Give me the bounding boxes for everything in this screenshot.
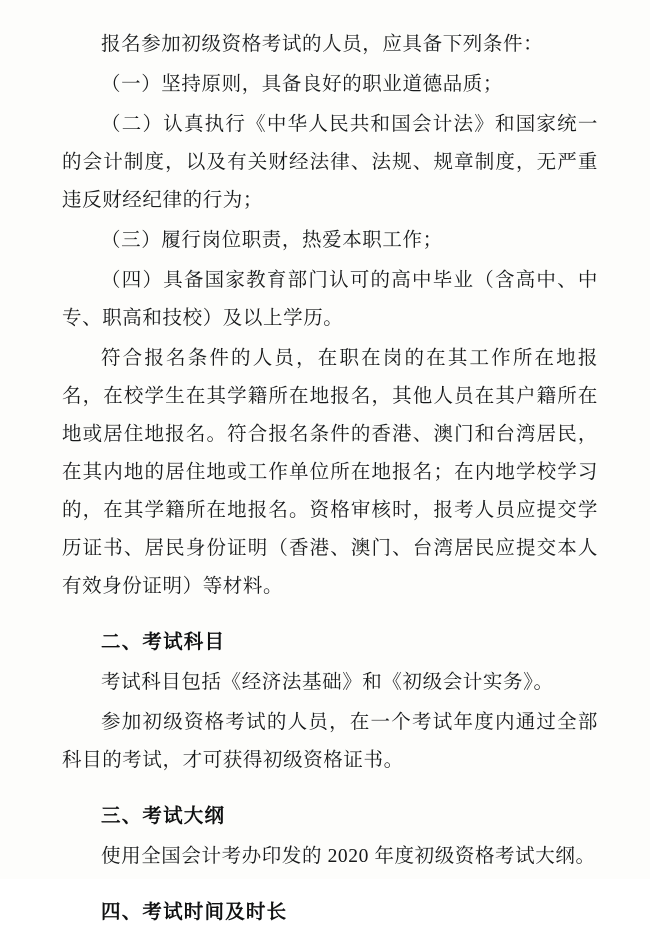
registration-location-paragraph: 符合报名条件的人员，在职在岗的在其工作所在地报名，在校学生在其学籍所在地报名，其他人员在其户籍所在地或居住地报名。符合报名条件的香港、澳门和台湾居民，在其内地的居住地或工作单位所在地报名；在内地学校学习的，在其学籍所在地报名。资格审核时，报考人员应提交学历证书、居民身份证明（香港、澳门、台湾居民应提交本人有效身份证明）等材料。	[62, 348, 598, 597]
exam-pass-requirement-paragraph: 参加初级资格考试的人员，在一个考试年度内通过全部科目的考试，才可获得初级资格证书。	[62, 712, 598, 771]
section-heading-exam-outline: 三、考试大纲	[101, 806, 226, 827]
condition-two: （二）认真执行《中华人民共和国会计法》和国家统一的会计制度，以及有关财经法律、法规、规章制度，无严重违反财经纪律的行为；	[62, 114, 598, 211]
section-divider-spacer	[62, 608, 598, 614]
intro-paragraph: 报名参加初级资格考试的人员，应具备下列条件：	[101, 34, 544, 55]
exam-subjects-paragraph: 考试科目包括《经济法基础》和《初级会计实务》。	[101, 672, 554, 693]
section-divider-spacer-2	[62, 782, 598, 788]
section-heading-exam-time: 四、考试时间及时长	[101, 902, 288, 923]
condition-three: （三）履行岗位职责，热爱本职工作；	[101, 230, 443, 251]
condition-four: （四）具备国家教育部门认可的高中毕业（含高中、中专、职高和技校）及以上学历。	[62, 270, 598, 329]
condition-one: （一）坚持原则，具备良好的职业道德品质；	[101, 74, 504, 95]
exam-outline-paragraph: 使用全国会计考办印发的 2020 年度初级资格考试大纲。	[101, 846, 596, 867]
section-heading-exam-subjects: 二、考试科目	[101, 632, 226, 653]
